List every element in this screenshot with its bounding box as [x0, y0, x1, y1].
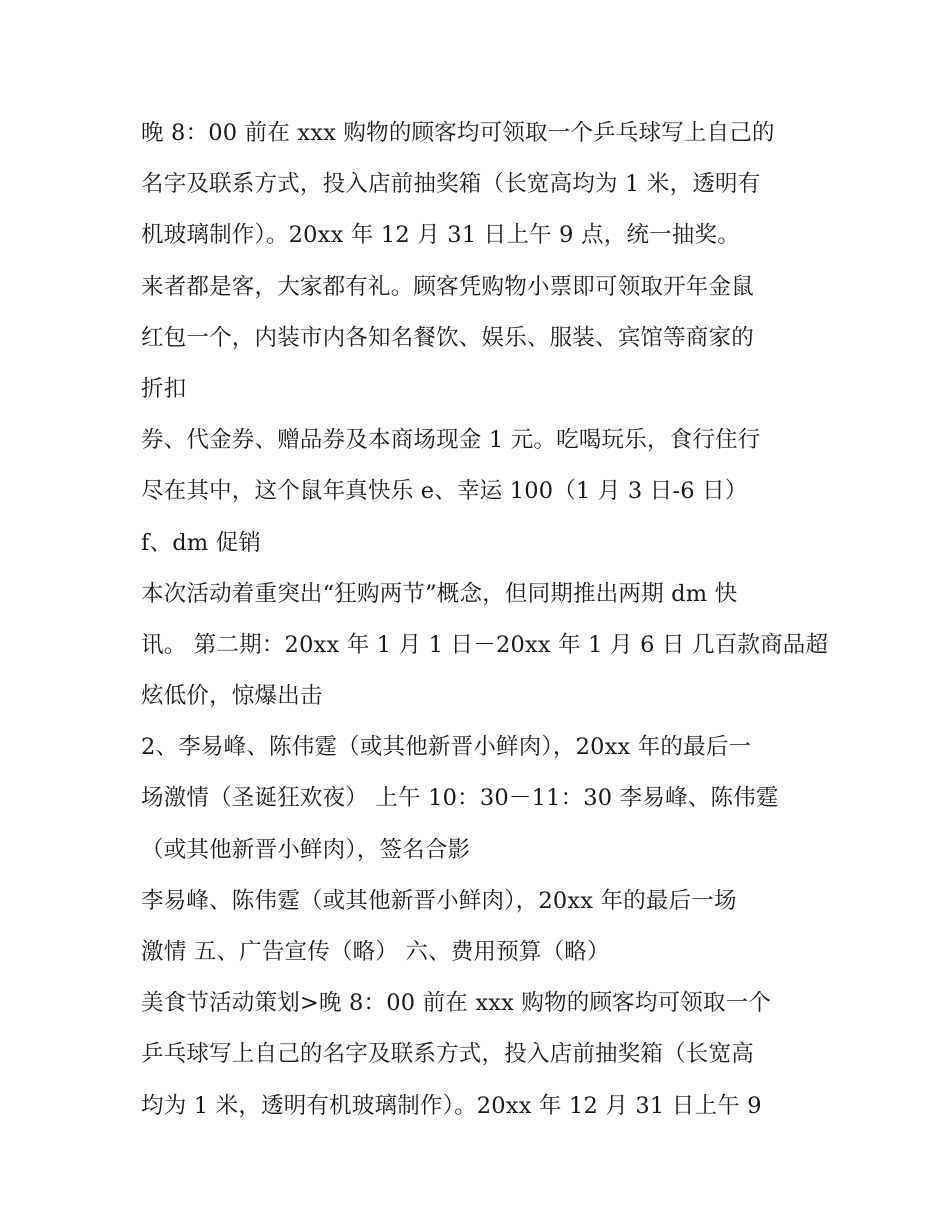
- text-line: 李易峰、陈伟霆（或其他新晋小鲜肉），20xx 年的最后一场: [141, 887, 737, 914]
- text-line: 场激情（圣诞狂欢夜） 上午 10：30－11：30 李易峰、陈伟霆: [141, 785, 779, 812]
- text-line: 2、李易峰、陈伟霆（或其他新晋小鲜肉），20xx 年的最后一: [141, 734, 752, 761]
- text-line: 美食节活动策划>晚 8：00 前在 xxx 购物的顾客均可领取一个: [141, 990, 772, 1017]
- text-line: 折扣: [141, 375, 187, 402]
- text-line: （或其他新晋小鲜肉），签名合影: [141, 836, 471, 863]
- text-line: 均为 1 米，透明有机玻璃制作）。20xx 年 12 月 31 日上午 9: [141, 1092, 762, 1119]
- text-line: 名字及联系方式，投入店前抽奖箱（长宽高均为 1 米，透明有: [141, 171, 761, 198]
- text-line: 尽在其中，这个鼠年真快乐 e、幸运 100（1 月 3 日-6 日）: [141, 478, 748, 505]
- text-line: 炫低价，惊爆出击: [141, 683, 323, 710]
- text-line: 券、代金券、赠品券及本商场现金 1 元。吃喝玩乐，食行住行: [141, 427, 761, 454]
- document-body: [141, 108, 841, 1132]
- text-line: 讯。 第二期：20xx 年 1 月 1 日－20xx 年 1 月 6 日 几百款商品超: [141, 631, 829, 658]
- text-line: 晚 8：00 前在 xxx 购物的顾客均可领取一个乒乓球写上自己的: [141, 120, 775, 146]
- text-line: 激情 五、广告宣传（略） 六、费用预算（略）: [141, 939, 610, 965]
- text-line: f、dm 促销: [141, 529, 262, 556]
- text-line: 红包一个，内装市内各知名餐饮、娱乐、服装、宾馆等商家的: [141, 324, 754, 351]
- text-line: 来者都是客，大家都有礼。顾客凭购物小票即可领取开年金鼠: [141, 273, 754, 300]
- text-line: 乒乓球写上自己的名字及联系方式，投入店前抽奖箱（长宽高: [141, 1041, 754, 1068]
- text-line: 机玻璃制作）。20xx 年 12 月 31 日上午 9 点，统一抽奖。: [141, 222, 740, 249]
- text-line: 本次活动着重突出“狂购两节”概念，但同期推出两期 dm 快: [141, 580, 738, 607]
